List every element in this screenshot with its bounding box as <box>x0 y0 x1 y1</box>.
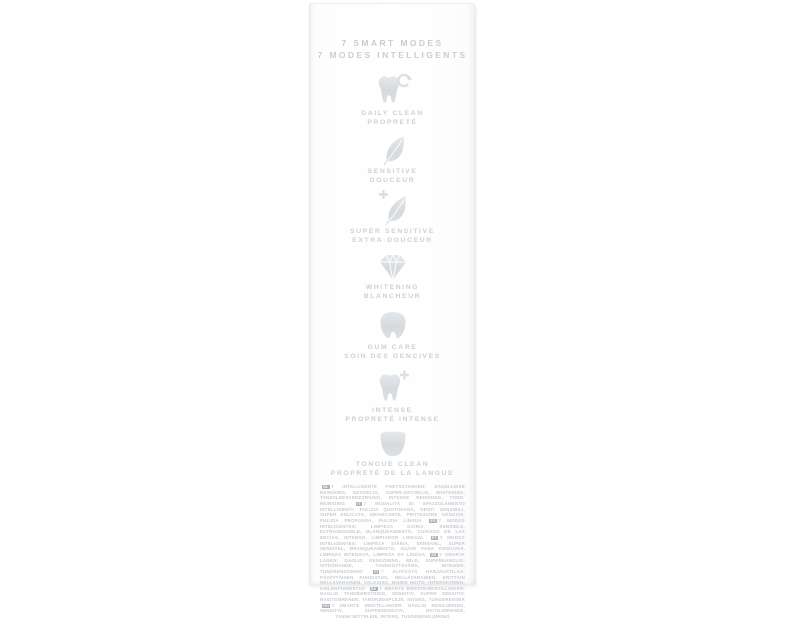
mode-gum-care <box>310 310 475 361</box>
language-chip: DK <box>370 586 377 591</box>
fine-print-text-es: 7 MODOS INTELIGENTES: LIMPIEZA DIARIA, SENSIBLE, EXTRASENSIBLE, BLANQUEAMIENTO, CUIDADO DE LAS ENCÍAS, INTENSO, LIMPIADOR LINGUAL <box>320 517 465 540</box>
mode-label-fr: PROPRETÉ INTENSE <box>345 415 440 423</box>
mode-label-en: INTENSE <box>372 407 413 414</box>
mode-label-en: WHITENING <box>365 284 420 291</box>
mode-label-fr: PROPRETÉ DE LA LANGUE <box>330 469 455 477</box>
mode-daily-clean <box>310 74 475 127</box>
product-box-panel <box>309 3 476 620</box>
tooth-plus-icon <box>373 370 413 404</box>
tooth-refresh-icon <box>372 74 414 107</box>
mode-sensitive <box>310 135 475 185</box>
mode-label-fr: SOIN DES GENCIVES <box>344 352 441 360</box>
fine-print-text-dk: 7 SMARTE BØRSTEINDSTILLINGER: DAGLIG TANDBØRSTNING, SENSITIV, SUPER SENSITIV, HVIDTGØRENDE, TANDKØDSPLEJE, INTENS, TUNGERENSER <box>320 585 465 603</box>
language-chip: FI <box>374 569 379 574</box>
mode-label-fr: EXTRA-DOUCEUR <box>352 236 433 244</box>
language-chip: NO <box>323 603 330 608</box>
language-chip: NL <box>323 484 329 489</box>
feather-icon <box>376 135 410 165</box>
mode-label-en: SENSITIVE <box>367 168 418 175</box>
tooth-gum-icon <box>375 310 411 341</box>
mode-label-en: TONGUE CLEAN <box>355 461 430 468</box>
fine-print-text-se: 7 SMARTA LÄGEN: DAGLIG RENGÖRING, MILD, SUPERKÄNSLIG, VITGÖRANDE, TANDKÖTTSVÅRD, INTENSIV, TUNGRENGÖRING <box>320 551 465 574</box>
mode-intense <box>310 370 475 424</box>
mode-super-sensitive <box>310 189 475 245</box>
fine-print-text-pt: 7 MODOS INTELIGENTES: LIMPEZA DIÁRIA, SENSÍVEL, SUPER SENSÍVEL, BRANQUEAMENTO, SUAVE PARA GENGIVAS, LIMPEZA INTENSIVA, LIMPEZA DA LÍNGUA <box>320 534 465 557</box>
mode-whitening <box>310 254 475 301</box>
fine-print-text-nl: 7 INTELLIGENTE POETSSTANDEN: DAGELIJKSE REINIGING, GEVOELIG, SUPER-GEVOELIG, WHITENING, TANDVLEESVERZORGING, INTENSE REINIGING, TONG-REINIGING <box>320 484 465 506</box>
mode-label-fr: PROPRETÉ <box>367 118 418 126</box>
header-line-en: 7 SMART MODES <box>341 38 444 48</box>
mode-label-en: DAILY CLEAN <box>361 110 424 117</box>
language-chip: PT <box>431 535 438 540</box>
diamond-icon <box>375 254 411 281</box>
fine-print-text-fi: 7 ÄLYKÄSTÄ HARJAUSTILAA: PÄIVITTÄINEN PUHDISTUS, HELLÄVARAINEN, ERITTÄIN HELLÄVARAINEN, VALKAISU, IENIEN HOITO, INTENSIIVINEN, KIELENPUHDISTUS <box>320 568 465 591</box>
language-chip: SE <box>431 552 437 557</box>
mode-label-en: GUM CARE <box>367 344 418 351</box>
fine-print-text-no: 7 SMARTE INNSTILLINGER: DAGLIG RENGJØRING, SENSITIV, SUPERSENSITIV, HVITGJØRENDE, TANNKJØTTPLEIE, INTENS, TUNGERENGJØRING <box>320 602 465 620</box>
mode-label-fr: DOUCEUR <box>369 176 416 184</box>
language-chip: ES <box>430 518 436 523</box>
language-chip: IT <box>357 501 361 506</box>
mode-tongue-clean <box>310 431 475 478</box>
header-line-fr: 7 MODES INTELLIGENTS <box>317 50 468 60</box>
tongue-icon <box>378 431 408 458</box>
mode-label-fr: BLANCHEUR <box>363 292 422 300</box>
multilingual-fine-print <box>320 484 465 620</box>
feather-plus-icon <box>374 189 412 225</box>
panel-header <box>310 37 475 61</box>
fine-print-text-it: 7 MODALITÀ DI SPAZZOLAMENTO INTELLIGENTI: PULIZIA QUOTIDIANA, DENTI SENSIBILI, SUPER DELICATA, SBIANCANTE, PROTEZIONE GENGIVE, PULIZIA PROFONDA, PULIZIA LINGUA <box>320 500 465 523</box>
mode-label-en: SUPER SENSITIVE <box>350 228 435 235</box>
